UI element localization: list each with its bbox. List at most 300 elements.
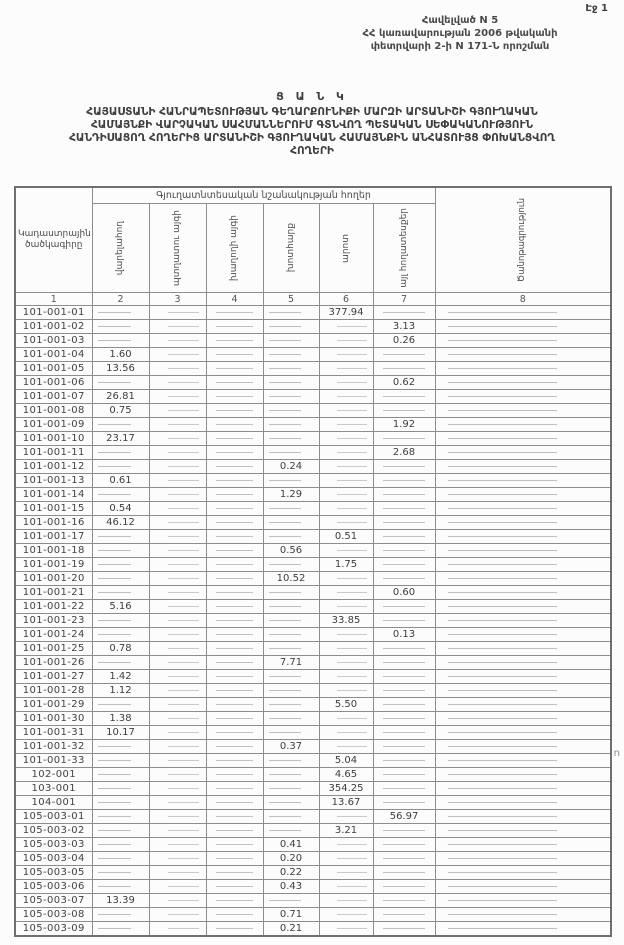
value-cell: [149, 754, 206, 768]
annex-line: ՀՀ կառավարության 2006 թվականի: [362, 28, 558, 39]
value-cell: [149, 740, 206, 754]
value-cell: [149, 334, 206, 348]
value-cell: [435, 908, 611, 922]
value-cell: [149, 782, 206, 796]
table-row: [15, 502, 611, 516]
value-cell: [92, 866, 149, 880]
cadastral-code-cell: 105-003-08: [15, 908, 92, 922]
value-cell: [92, 558, 149, 572]
table-row: [15, 740, 611, 754]
value-cell: [206, 670, 263, 684]
value-cell: [149, 642, 206, 656]
value-cell: [263, 334, 319, 348]
cadastral-code-cell: 101-001-06: [15, 376, 92, 390]
value-cell: [206, 656, 263, 670]
value-cell: [263, 376, 319, 390]
cadastral-code-cell: 101-001-12: [15, 460, 92, 474]
value-cell: [92, 740, 149, 754]
value-cell: [149, 894, 206, 908]
value-cell: [319, 726, 373, 740]
value-cell: [149, 432, 206, 446]
table-row: [15, 488, 611, 502]
cadastral-code-cell: 105-003-02: [15, 824, 92, 838]
value-cell: [149, 516, 206, 530]
value-cell: 33.85: [319, 614, 373, 628]
table-row: [15, 334, 611, 348]
value-cell: [206, 922, 263, 937]
table-row: [15, 782, 611, 796]
cadastral-code-cell: 101-001-29: [15, 698, 92, 712]
value-cell: [206, 418, 263, 432]
value-cell: [149, 404, 206, 418]
column-header-label: խոտհարք: [285, 223, 296, 273]
value-cell: 0.22: [263, 866, 319, 880]
value-cell: [92, 306, 149, 320]
value-cell: [92, 838, 149, 852]
value-cell: [206, 894, 263, 908]
value-cell: [149, 474, 206, 488]
value-cell: [435, 362, 611, 376]
cadastral-code-cell: 101-001-11: [15, 446, 92, 460]
value-cell: [149, 684, 206, 698]
value-cell: 0.61: [92, 474, 149, 488]
value-cell: 26.81: [92, 390, 149, 404]
value-cell: [435, 530, 611, 544]
table-row: [15, 712, 611, 726]
value-cell: [263, 698, 319, 712]
value-cell: [435, 922, 611, 937]
value-cell: [263, 502, 319, 516]
annex-reference-block: [310, 14, 610, 53]
cadastral-code-cell: 105-003-07: [15, 894, 92, 908]
cadastral-code-cell: 101-001-24: [15, 628, 92, 642]
value-cell: [149, 348, 206, 362]
value-cell: 1.42: [92, 670, 149, 684]
value-cell: [149, 838, 206, 852]
value-cell: [92, 852, 149, 866]
column-header-label: պտղատու այգի: [172, 209, 183, 287]
value-cell: [373, 362, 435, 376]
value-cell: [263, 600, 319, 614]
value-cell: 5.50: [319, 698, 373, 712]
value-cell: [149, 530, 206, 544]
value-cell: [319, 446, 373, 460]
column-number: 2: [92, 293, 149, 306]
value-cell: [206, 600, 263, 614]
value-cell: [149, 362, 206, 376]
value-cell: [435, 796, 611, 810]
value-cell: [373, 740, 435, 754]
value-cell: 13.39: [92, 894, 149, 908]
value-cell: [92, 796, 149, 810]
cadastral-code-cell: 101-001-18: [15, 544, 92, 558]
column-number: 6: [319, 293, 373, 306]
value-cell: [373, 670, 435, 684]
value-cell: [373, 754, 435, 768]
value-cell: [373, 656, 435, 670]
value-cell: [149, 656, 206, 670]
value-cell: [206, 684, 263, 698]
column-number: 7: [373, 293, 435, 306]
value-cell: [149, 320, 206, 334]
value-cell: [435, 306, 611, 320]
value-cell: 13.67: [319, 796, 373, 810]
value-cell: [149, 544, 206, 558]
table-body: [15, 306, 611, 937]
value-cell: [206, 726, 263, 740]
cadastral-code-cell: 101-001-14: [15, 488, 92, 502]
value-cell: [263, 558, 319, 572]
cadastral-code-cell: 101-001-17: [15, 530, 92, 544]
column-number: 8: [435, 293, 611, 306]
value-cell: [373, 614, 435, 628]
value-cell: [373, 866, 435, 880]
value-cell: 0.43: [263, 880, 319, 894]
value-cell: [92, 614, 149, 628]
value-cell: [206, 474, 263, 488]
value-cell: 10.52: [263, 572, 319, 586]
value-cell: [435, 754, 611, 768]
value-cell: [435, 418, 611, 432]
cadastral-code-cell: 101-001-33: [15, 754, 92, 768]
value-cell: [206, 320, 263, 334]
value-cell: [435, 656, 611, 670]
table-row: [15, 768, 611, 782]
value-cell: [319, 348, 373, 362]
column-header-vineyard: [206, 204, 263, 293]
cadastral-code-cell: 103-001: [15, 782, 92, 796]
title-line: ՀԱՆԴԻՍԱՑՈՂ ՀՈՂԵՐԻՑ ԱՐՏԱՆԻՇԻ ԳՅՈՒՂԱԿԱՆ ՀԱՄԱՅՆՔԻՆ ԱՆՀԱՏՈՒՅՑ ՓՈԽԱՆՑՎՈՂ: [69, 132, 555, 144]
column-header-other-lands: [373, 204, 435, 293]
column-header-label: արոտ: [340, 233, 351, 263]
cadastral-code-cell: 101-001-31: [15, 726, 92, 740]
value-cell: [319, 712, 373, 726]
value-cell: [149, 796, 206, 810]
value-cell: 7.71: [263, 656, 319, 670]
value-cell: 1.60: [92, 348, 149, 362]
value-cell: [435, 432, 611, 446]
value-cell: [435, 446, 611, 460]
value-cell: [319, 362, 373, 376]
value-cell: [435, 474, 611, 488]
value-cell: [319, 460, 373, 474]
table-row: [15, 880, 611, 894]
table-row: [15, 446, 611, 460]
value-cell: [373, 726, 435, 740]
value-cell: [435, 628, 611, 642]
value-cell: [373, 768, 435, 782]
value-cell: [319, 852, 373, 866]
value-cell: [92, 446, 149, 460]
value-cell: [263, 670, 319, 684]
value-cell: [92, 782, 149, 796]
value-cell: [206, 446, 263, 460]
value-cell: [373, 530, 435, 544]
value-cell: [435, 824, 611, 838]
value-cell: [206, 642, 263, 656]
value-cell: [263, 684, 319, 698]
value-cell: [206, 348, 263, 362]
value-cell: [206, 502, 263, 516]
value-cell: [319, 502, 373, 516]
value-cell: [206, 614, 263, 628]
value-cell: [206, 712, 263, 726]
value-cell: [373, 838, 435, 852]
table-row: [15, 684, 611, 698]
value-cell: [206, 852, 263, 866]
value-cell: [435, 586, 611, 600]
value-cell: [373, 516, 435, 530]
value-cell: [319, 628, 373, 642]
value-cell: [319, 880, 373, 894]
value-cell: [92, 544, 149, 558]
value-cell: 0.62: [373, 376, 435, 390]
value-cell: [373, 642, 435, 656]
value-cell: [206, 908, 263, 922]
table-row: [15, 558, 611, 572]
value-cell: [206, 306, 263, 320]
value-cell: [373, 684, 435, 698]
value-cell: [149, 880, 206, 894]
value-cell: [206, 796, 263, 810]
title-heading: Ց Ա Ն Կ: [276, 90, 348, 103]
table-row: [15, 600, 611, 614]
cadastral-code-cell: 105-003-06: [15, 880, 92, 894]
value-cell: [206, 558, 263, 572]
cadastral-code-cell: 105-003-03: [15, 838, 92, 852]
cadastral-code-cell: 101-001-25: [15, 642, 92, 656]
cadastral-code-cell: 101-001-21: [15, 586, 92, 600]
value-cell: [435, 712, 611, 726]
value-cell: [435, 782, 611, 796]
table-row: [15, 376, 611, 390]
cadastral-code-cell: 101-001-09: [15, 418, 92, 432]
value-cell: [373, 488, 435, 502]
value-cell: [149, 502, 206, 516]
land-parcels-table: [14, 186, 612, 937]
cadastral-code-cell: 102-001: [15, 768, 92, 782]
value-cell: [92, 460, 149, 474]
value-cell: [263, 320, 319, 334]
value-cell: 5.16: [92, 600, 149, 614]
value-cell: [435, 334, 611, 348]
value-cell: [263, 712, 319, 726]
table-row: [15, 614, 611, 628]
value-cell: [319, 572, 373, 586]
value-cell: [435, 516, 611, 530]
value-cell: [92, 768, 149, 782]
value-cell: [373, 404, 435, 418]
value-cell: 0.37: [263, 740, 319, 754]
value-cell: [319, 376, 373, 390]
value-cell: [206, 460, 263, 474]
value-cell: [92, 656, 149, 670]
cadastral-code-cell: 101-001-28: [15, 684, 92, 698]
value-cell: [92, 530, 149, 544]
value-cell: [206, 698, 263, 712]
value-cell: [319, 866, 373, 880]
value-cell: [206, 740, 263, 754]
table-row: [15, 474, 611, 488]
title-line: ՀԱՅԱՍՏԱՆԻ ՀԱՆՐԱՊԵՏՈՒԹՅԱՆ ԳԵՂԱՐՔՈՒՆԻՔԻ ՄԱՐԶԻ ԱՐՏԱՆԻՇԻ ԳՅՈՒՂԱԿԱՆ: [86, 106, 538, 118]
cadastral-code-cell: 101-001-32: [15, 740, 92, 754]
value-cell: [263, 726, 319, 740]
table-row: [15, 922, 611, 937]
value-cell: [319, 418, 373, 432]
value-cell: [149, 852, 206, 866]
value-cell: [92, 922, 149, 937]
value-cell: [263, 362, 319, 376]
value-cell: [319, 922, 373, 937]
cadastral-code-cell: 101-001-22: [15, 600, 92, 614]
column-header-arable: [92, 204, 149, 293]
cadastral-code-cell: 105-003-05: [15, 866, 92, 880]
value-cell: [206, 754, 263, 768]
value-cell: 1.38: [92, 712, 149, 726]
value-cell: [149, 726, 206, 740]
value-cell: [206, 866, 263, 880]
value-cell: 46.12: [92, 516, 149, 530]
column-header-pasture: [319, 204, 373, 293]
annex-line: Հավելված N 5: [421, 15, 499, 26]
value-cell: [149, 824, 206, 838]
value-cell: [149, 488, 206, 502]
column-header-label: խաղողի այգի: [229, 214, 240, 282]
value-cell: [92, 334, 149, 348]
value-cell: [206, 810, 263, 824]
cadastral-code-header: Կադաստրային ծածկագիրը: [15, 187, 92, 293]
value-cell: 0.20: [263, 852, 319, 866]
value-cell: [206, 628, 263, 642]
table-row: [15, 656, 611, 670]
value-cell: [206, 516, 263, 530]
value-cell: [149, 698, 206, 712]
table-row: [15, 824, 611, 838]
value-cell: [435, 810, 611, 824]
value-cell: [373, 922, 435, 937]
value-cell: [373, 908, 435, 922]
value-cell: 1.12: [92, 684, 149, 698]
column-number-row: [15, 293, 611, 306]
column-header-hayfield: [263, 204, 319, 293]
value-cell: 1.29: [263, 488, 319, 502]
value-cell: 0.21: [263, 922, 319, 937]
value-cell: [206, 544, 263, 558]
cadastral-code-cell: 101-001-27: [15, 670, 92, 684]
value-cell: 4.65: [319, 768, 373, 782]
value-cell: [319, 894, 373, 908]
value-cell: [149, 460, 206, 474]
value-cell: [206, 586, 263, 600]
table-row: [15, 726, 611, 740]
value-cell: [149, 614, 206, 628]
value-cell: [319, 390, 373, 404]
table-row: [15, 838, 611, 852]
value-cell: [435, 894, 611, 908]
value-cell: [206, 334, 263, 348]
value-cell: [263, 306, 319, 320]
cadastral-code-cell: 101-001-19: [15, 558, 92, 572]
page-number: Էջ 1: [585, 3, 608, 14]
value-cell: 0.54: [92, 502, 149, 516]
value-cell: [149, 628, 206, 642]
value-cell: [435, 698, 611, 712]
value-cell: [263, 894, 319, 908]
value-cell: [263, 390, 319, 404]
value-cell: [263, 418, 319, 432]
value-cell: 10.17: [92, 726, 149, 740]
value-cell: 0.26: [373, 334, 435, 348]
value-cell: [435, 320, 611, 334]
value-cell: [435, 740, 611, 754]
value-cell: [92, 320, 149, 334]
value-cell: [263, 796, 319, 810]
value-cell: [319, 404, 373, 418]
table-row: [15, 432, 611, 446]
value-cell: [92, 586, 149, 600]
value-cell: [373, 474, 435, 488]
value-cell: [319, 684, 373, 698]
table-row: [15, 404, 611, 418]
value-cell: [263, 768, 319, 782]
value-cell: 0.75: [92, 404, 149, 418]
column-number: 3: [149, 293, 206, 306]
value-cell: [92, 628, 149, 642]
value-cell: [206, 838, 263, 852]
value-cell: 3.13: [373, 320, 435, 334]
value-cell: [319, 586, 373, 600]
value-cell: [435, 838, 611, 852]
value-cell: [92, 824, 149, 838]
value-cell: [373, 348, 435, 362]
value-cell: [263, 516, 319, 530]
value-cell: [149, 866, 206, 880]
value-cell: [319, 474, 373, 488]
table-row: [15, 460, 611, 474]
value-cell: 0.13: [373, 628, 435, 642]
value-cell: [373, 558, 435, 572]
cadastral-code-cell: 105-003-01: [15, 810, 92, 824]
value-cell: [263, 628, 319, 642]
value-cell: [149, 376, 206, 390]
value-cell: [149, 670, 206, 684]
value-cell: [319, 740, 373, 754]
value-cell: [92, 698, 149, 712]
value-cell: [149, 572, 206, 586]
value-cell: [92, 880, 149, 894]
value-cell: 13.56: [92, 362, 149, 376]
cadastral-code-cell: 101-001-08: [15, 404, 92, 418]
value-cell: [319, 334, 373, 348]
table-row: [15, 852, 611, 866]
title-line: ՀՈՂԵՐԻ: [290, 145, 334, 157]
value-cell: [373, 572, 435, 586]
value-cell: [319, 908, 373, 922]
value-cell: [373, 796, 435, 810]
value-cell: [206, 488, 263, 502]
value-cell: [149, 810, 206, 824]
value-cell: [263, 754, 319, 768]
table-row: [15, 418, 611, 432]
value-cell: [263, 614, 319, 628]
value-cell: [92, 572, 149, 586]
value-cell: [373, 852, 435, 866]
value-cell: [319, 642, 373, 656]
value-cell: [263, 446, 319, 460]
value-cell: [435, 880, 611, 894]
value-cell: [92, 810, 149, 824]
value-cell: [435, 572, 611, 586]
